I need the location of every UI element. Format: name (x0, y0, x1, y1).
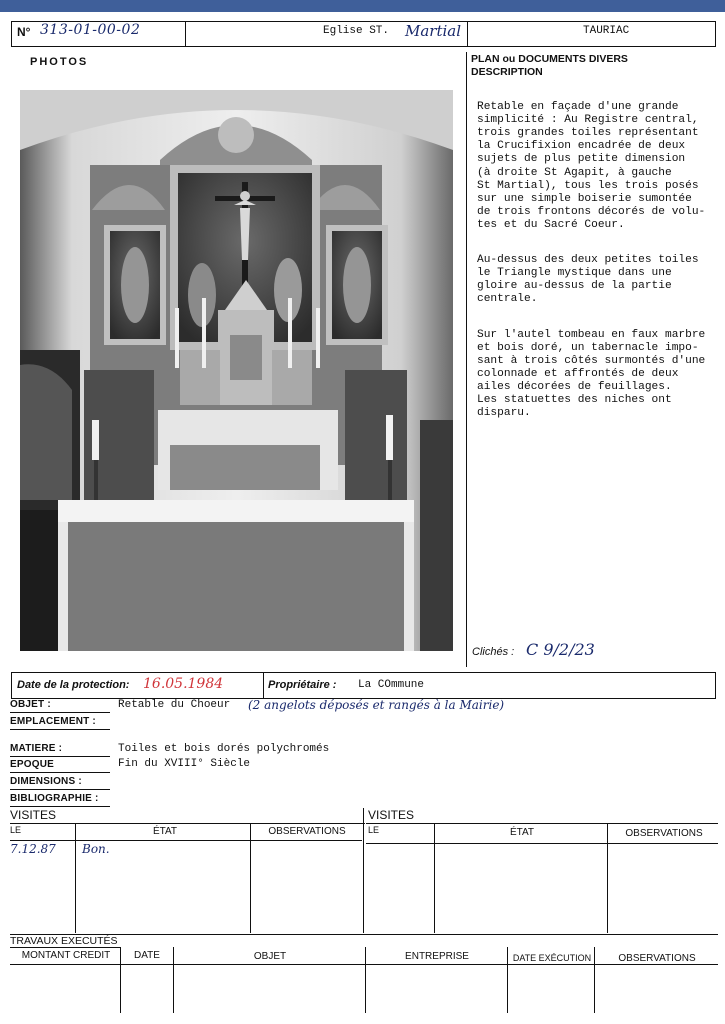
church-name-printed: Eglise ST. (323, 25, 390, 37)
travaux-col-entreprise: ENTREPRISE (405, 951, 469, 962)
visites-col-observations: OBSERVATIONS (268, 826, 346, 837)
cliches-label: Clichés : (472, 646, 515, 658)
plan-label: PLAN ou DOCUMENTS DIVERS (471, 53, 628, 65)
record-number: 313-01-00-02 (40, 22, 141, 38)
table-col-line (365, 947, 366, 1013)
protection-date-label: Date de la protection: (17, 679, 130, 691)
visites-rule (10, 823, 365, 824)
header-divider (185, 21, 186, 47)
visites-header-rule (10, 840, 362, 841)
table-col-line (363, 808, 364, 933)
travaux-col-observations: OBSERVATIONS (618, 953, 696, 964)
epoque-label: EPOQUE (10, 759, 54, 770)
description-paragraph: Au-dessus des deux petites toiles le Triangle mystique dans une gloire au-dessus de la partie centrale. (477, 254, 699, 306)
description-paragraph: Sur l'autel tombeau en faux marbre et bois doré, un tabernacle impo- sant à trois côtés surmontés d'une colonnade et affrontés de deux ailes décorées de feuillages. Les statuettes des niches ont disparu. (477, 328, 706, 420)
travaux-col-objet: OBJET (253, 951, 287, 962)
table-col-line (250, 823, 251, 933)
travaux-col-date-execution: DATE EXÉCUTION (512, 953, 592, 963)
table-col-line (173, 947, 174, 1013)
label-underline (10, 729, 110, 730)
label-underline (10, 772, 110, 773)
travaux-col-montant: MONTANT CREDIT (21, 950, 111, 961)
table-col-line (75, 823, 76, 933)
visites-col-observations: OBSERVATIONS (625, 828, 703, 839)
label-underline (10, 756, 110, 757)
matiere-value: Toiles et bois dorés polychromés (118, 743, 330, 755)
table-col-line (607, 823, 608, 933)
table-col-line (594, 947, 595, 1013)
visites-title-right: VISITES (368, 808, 415, 822)
epoque-value: Fin du XVIII° Siècle (118, 758, 251, 770)
visites-rule (366, 823, 718, 824)
matiere-label: MATIERE : (10, 743, 63, 754)
visites-col-le: LE (10, 825, 22, 835)
travaux-title: TRAVAUX EXECUTÉS (10, 935, 118, 947)
table-col-line (507, 947, 508, 1013)
church-name-handwritten: Martial (405, 22, 462, 40)
protection-date-value: 16.05.1984 (143, 676, 224, 692)
owner-value: La COmmune (358, 679, 425, 691)
table-col-line (120, 947, 121, 1013)
label-underline (10, 806, 110, 807)
cliches-value: C 9/2/23 (526, 640, 595, 659)
header-divider (467, 21, 468, 47)
visites-title-left: VISITES (10, 808, 57, 822)
label-underline (10, 789, 110, 790)
objet-note: (2 angelots déposés et rangés à la Mairie) (248, 698, 505, 712)
owner-label: Propriétaire : (268, 679, 337, 691)
travaux-title-rule (10, 947, 120, 948)
top-border-band (0, 0, 725, 12)
description-label: DESCRIPTION (471, 66, 543, 78)
description-text (477, 88, 722, 442)
record-number-prefix: N° (17, 25, 31, 39)
objet-value: Retable du Choeur (118, 699, 231, 711)
label-underline (10, 712, 110, 713)
visite-etat: Bon. (82, 842, 110, 856)
town-name: TAURIAC (583, 25, 630, 37)
travaux-col-date: DATE (134, 950, 160, 961)
travaux-header-rule (10, 964, 718, 965)
visites-col-etat: ÉTAT (509, 827, 535, 838)
column-divider (466, 52, 467, 667)
emplacement-label: EMPLACEMENT : (10, 716, 96, 727)
photos-label: PHOTOS (30, 56, 89, 68)
visites-col-etat: ÉTAT (152, 826, 178, 837)
visites-col-le: LE (368, 825, 380, 835)
dimensions-label: DIMENSIONS : (10, 776, 82, 787)
objet-label: OBJET : (10, 699, 51, 710)
retable-photograph (20, 90, 453, 651)
description-paragraph: Retable en façade d'une grande simplicité : Au Registre central, trois grandes toiles représentant la Crucifixion encadrée de deux sujets de plus petite dimension (à droite St Agapit, à gauche St Martial), tous les trois posés sur une simple boiserie sumontée de trois frontons décorés de volu- tes et du Sacré Coeur. (477, 101, 706, 231)
bibliographie-label: BIBLIOGRAPHIE : (10, 793, 99, 804)
table-col-line (434, 823, 435, 933)
protection-divider (263, 672, 264, 699)
visites-header-rule (366, 843, 718, 844)
visite-date: 7.12.87 (10, 842, 56, 856)
